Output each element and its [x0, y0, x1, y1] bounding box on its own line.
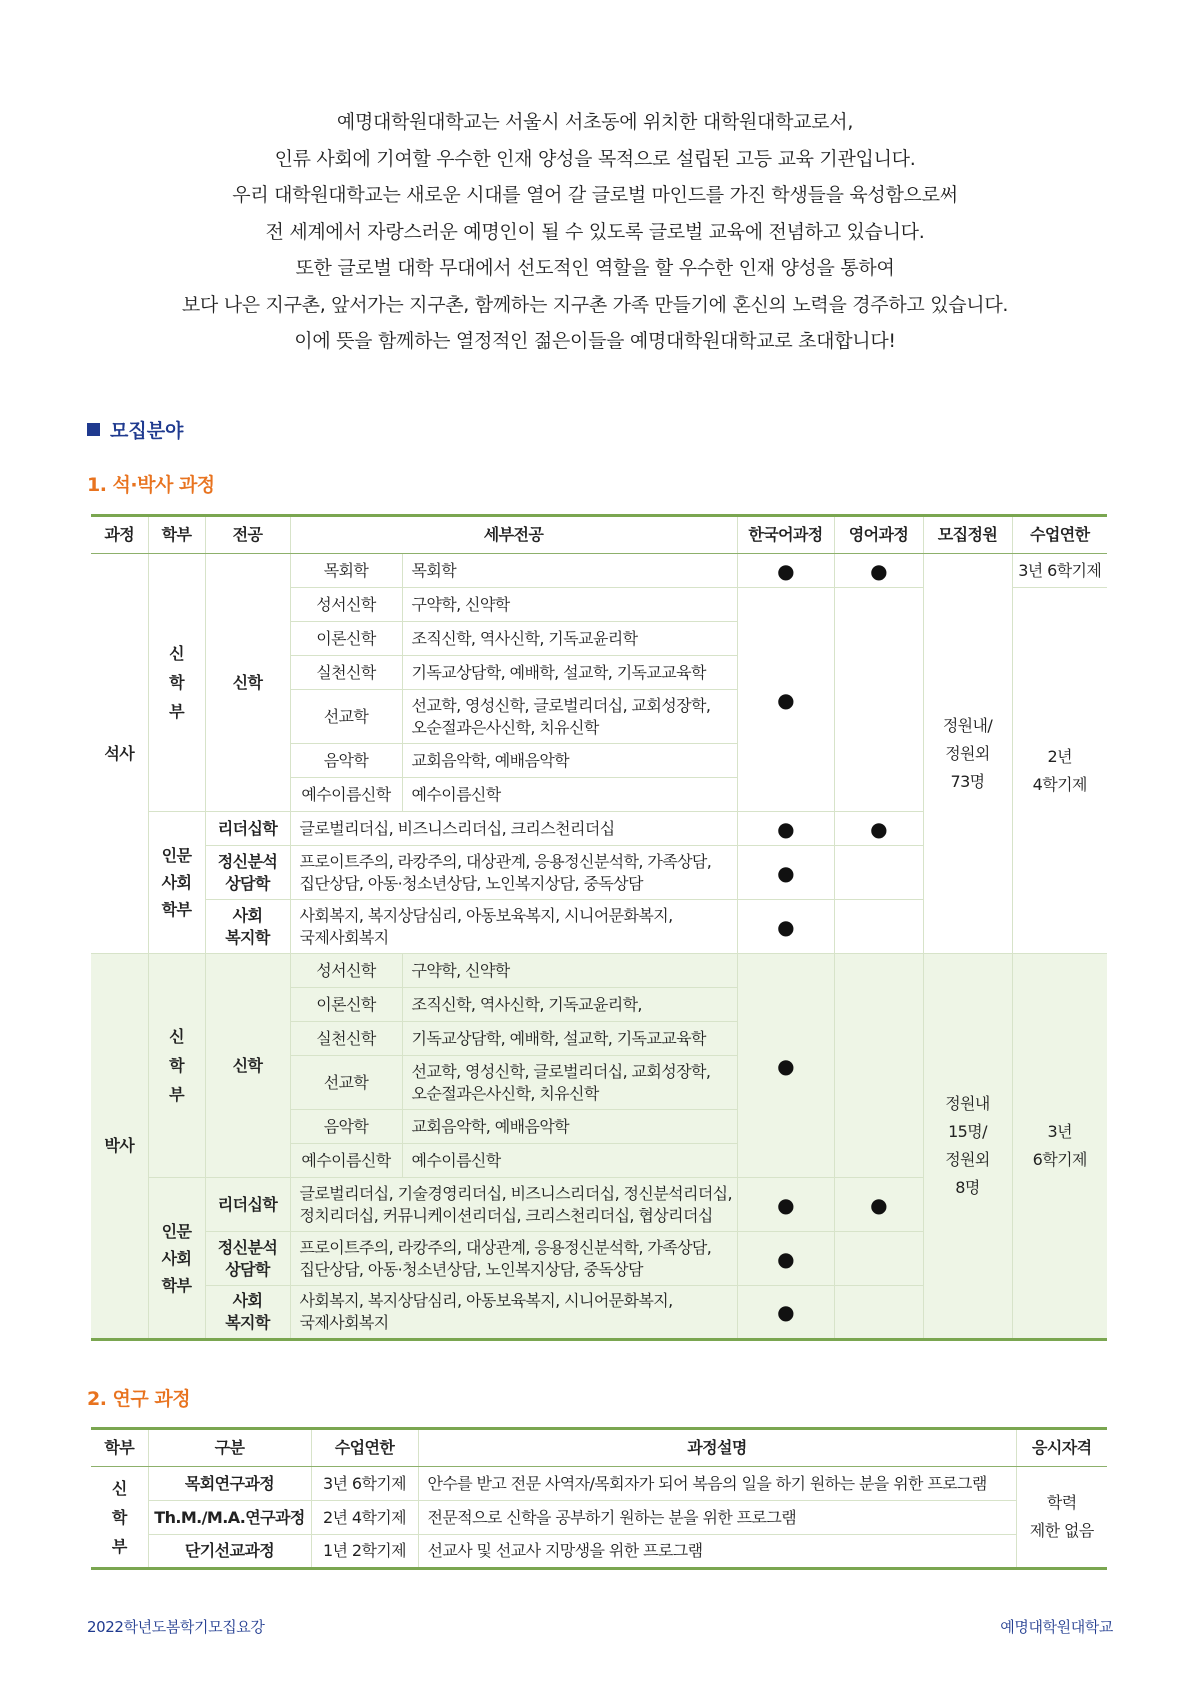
detail-cell: 교회음악학, 예배음악학: [402, 1110, 737, 1144]
english-course-dot: ●: [834, 812, 923, 846]
major-cell: 정신분석 상담학: [205, 1232, 290, 1286]
detail-cell: 조직신학, 역사신학, 기독교윤리학: [402, 622, 737, 656]
detail-cell: 조직신학, 역사신학, 기독교윤리학,: [402, 988, 737, 1022]
sub-major-cell: 실천신학: [290, 656, 402, 690]
course-cell-masters: 석사: [91, 554, 148, 954]
dept-cell-theology: 신 학 부: [148, 954, 205, 1178]
header-cell: 학부: [91, 1429, 148, 1467]
header-cell: 수업연한: [311, 1429, 418, 1467]
section-title: [87, 416, 183, 443]
sub-major-cell: 선교학: [290, 690, 402, 744]
duration-cell-doctoral: 3년 6학기제: [1012, 954, 1107, 1340]
major-cell: 사회 복지학: [205, 1286, 290, 1340]
sub-major-cell: 이론신학: [290, 622, 402, 656]
detail-cell: 글로벌리더십, 기술경영리더십, 비즈니스리더십, 정신분석리더십, 정치리더십, 커뮤니케이션리더십, 크리스천리더십, 협상리더십: [290, 1178, 737, 1232]
sub-major-cell: 음악학: [290, 744, 402, 778]
intro-line: 이에 뜻을 함께하는 열정적인 젊은이들을 예명대학원대학교로 초대합니다!: [294, 330, 896, 352]
header-cell: 구분: [148, 1429, 311, 1467]
header-cell: 응시자격: [1016, 1429, 1107, 1467]
korean-course-dot: ●: [737, 588, 834, 812]
major-cell: 리더십학: [205, 1178, 290, 1232]
english-course-empty: [834, 1286, 923, 1340]
intro-line: 우리 대학원대학교는 새로운 시대를 열어 갈 글로벌 마인드를 가진 학생들을 육성함으로써: [232, 184, 958, 206]
duration-cell: 3년 6학기제: [1012, 554, 1107, 588]
intro-line: 예명대학원대학교는 서울시 서초동에 위치한 대학원대학교로서,: [336, 111, 854, 133]
korean-course-dot: ●: [737, 1232, 834, 1286]
detail-cell: 사회복지, 복지상담심리, 아동보육복지, 시니어문화복지, 국제사회복지: [290, 1286, 737, 1340]
program-name-cell: 목회연구과정: [148, 1467, 311, 1501]
dept-cell-theology: 신 학 부: [91, 1467, 148, 1569]
duration-cell: 3년 6학기제: [311, 1467, 418, 1501]
footer-document-title: 2022학년도봄학기모집요강: [87, 1618, 265, 1636]
quota-cell-doctoral: 정원내 15명/ 정원외 8명: [923, 954, 1012, 1340]
korean-course-dot: ●: [737, 554, 834, 588]
english-course-empty: [834, 588, 923, 812]
major-cell: 리더십학: [205, 812, 290, 846]
english-course-empty: [834, 1232, 923, 1286]
dept-cell-humanities: 인문 사회 학부: [148, 812, 205, 954]
qualification-cell: 학력 제한 없음: [1016, 1467, 1107, 1569]
header-cell: 전공: [205, 516, 290, 554]
dept-cell-theology: 신 학 부: [148, 554, 205, 812]
course-cell-doctoral: 박사: [91, 954, 148, 1340]
korean-course-dot: ●: [737, 812, 834, 846]
sub-major-cell: 예수이름신학: [290, 778, 402, 812]
korean-course-dot: ●: [737, 1178, 834, 1232]
description-cell: 선교사 및 선교사 지망생을 위한 프로그램: [418, 1535, 1016, 1569]
detail-cell: 구약학, 신약학: [402, 954, 737, 988]
program-name-cell: 단기선교과정: [148, 1535, 311, 1569]
subsection-research-title: 2. 연구 과정: [87, 1388, 191, 1410]
header-cell: 영어과정: [834, 516, 923, 554]
research-program-table: [91, 1427, 1107, 1570]
description-cell: 안수를 받고 전문 사역자/목회자가 되어 복음의 일을 하기 원하는 분을 위한 프로그램: [418, 1467, 1016, 1501]
program-name-cell: Th.M./M.A.연구과정: [148, 1501, 311, 1535]
section-title-text: 모집분야: [110, 420, 184, 442]
korean-course-dot: ●: [737, 846, 834, 900]
sub-major-cell: 예수이름신학: [290, 1144, 402, 1178]
description-cell: 전문적으로 신학을 공부하기 원하는 분을 위한 프로그램: [418, 1501, 1016, 1535]
english-course-dot: ●: [834, 554, 923, 588]
detail-cell: 선교학, 영성신학, 글로벌리더십, 교회성장학, 오순절과은사신학, 치유신학: [402, 1056, 737, 1110]
detail-cell: 프로이트주의, 라캉주의, 대상관계, 응용정신분석학, 가족상담, 집단상담, 아동·청소년상담, 노인복지상담, 중독상담: [290, 1232, 737, 1286]
korean-course-dot: ●: [737, 1286, 834, 1340]
detail-cell: 선교학, 영성신학, 글로벌리더십, 교회성장학, 오순절과은사신학, 치유신학: [402, 690, 737, 744]
sub-major-cell: 음악학: [290, 1110, 402, 1144]
intro-line: 또한 글로벌 대학 무대에서 선도적인 역할을 할 우수한 인재 양성을 통하여: [295, 257, 895, 279]
sub-major-cell: 목회학: [290, 554, 402, 588]
major-cell-theology: 신학: [205, 554, 290, 812]
header-cell: 한국어과정: [737, 516, 834, 554]
sub-major-cell: 성서신학: [290, 588, 402, 622]
english-course-empty: [834, 900, 923, 954]
intro-line: 보다 나은 지구촌, 앞서가는 지구촌, 함께하는 지구촌 가족 만들기에 혼신의 노력을 경주하고 있습니다.: [181, 293, 1009, 316]
subsection-degree-title: 1. 석·박사 과정: [87, 474, 215, 496]
intro-line: 인류 사회에 기여할 우수한 인재 양성을 목적으로 설립된 고등 교육 기관입니다.: [274, 147, 916, 170]
header-cell: 모집정원: [923, 516, 1012, 554]
dept-cell-humanities: 인문 사회 학부: [148, 1178, 205, 1340]
header-cell: 과정: [91, 516, 148, 554]
duration-cell: 2년 4학기제: [311, 1501, 418, 1535]
detail-cell: 구약학, 신약학: [402, 588, 737, 622]
major-cell: 사회 복지학: [205, 900, 290, 954]
detail-cell: 예수이름신학: [402, 778, 737, 812]
major-cell-theology: 신학: [205, 954, 290, 1178]
detail-cell: 목회학: [402, 554, 737, 588]
duration-cell-masters: 2년 4학기제: [1012, 588, 1107, 954]
header-cell: 과정설명: [418, 1429, 1016, 1467]
intro-line: 전 세계에서 자랑스러운 예명인이 될 수 있도록 글로벌 교육에 전념하고 있습니다.: [265, 220, 925, 243]
detail-cell: 사회복지, 복지상담심리, 아동보육복지, 시니어문화복지, 국제사회복지: [290, 900, 737, 954]
english-course-empty: [834, 954, 923, 1178]
sub-major-cell: 실천신학: [290, 1022, 402, 1056]
detail-cell: 교회음악학, 예배음악학: [402, 744, 737, 778]
header-cell: 학부: [148, 516, 205, 554]
english-course-dot: ●: [834, 1178, 923, 1232]
detail-cell: 기독교상담학, 예배학, 설교학, 기독교교육학: [402, 1022, 737, 1056]
header-cell: 수업연한: [1012, 516, 1107, 554]
sub-major-cell: 성서신학: [290, 954, 402, 988]
sub-major-cell: 선교학: [290, 1056, 402, 1110]
korean-course-dot: ●: [737, 954, 834, 1178]
sub-major-cell: 이론신학: [290, 988, 402, 1022]
detail-cell: 프로이트주의, 라캉주의, 대상관계, 응용정신분석학, 가족상담, 집단상담, 아동·청소년상담, 노인복지상담, 중독상담: [290, 846, 737, 900]
detail-cell: 기독교상담학, 예배학, 설교학, 기독교교육학: [402, 656, 737, 690]
header-cell: 세부전공: [290, 516, 737, 554]
english-course-empty: [834, 846, 923, 900]
footer-school-name: 예명대학원대학교: [1000, 1618, 1113, 1636]
detail-cell: 예수이름신학: [402, 1144, 737, 1178]
duration-cell: 1년 2학기제: [311, 1535, 418, 1569]
korean-course-dot: ●: [737, 900, 834, 954]
degree-program-table: [91, 514, 1107, 1341]
major-cell: 정신분석 상담학: [205, 846, 290, 900]
square-bullet-icon: [87, 423, 100, 436]
detail-cell: 글로벌리더십, 비즈니스리더십, 크리스천리더십: [290, 812, 737, 846]
intro-text: [0, 104, 1190, 360]
quota-cell-masters: 정원내/ 정원외 73명: [923, 554, 1012, 954]
